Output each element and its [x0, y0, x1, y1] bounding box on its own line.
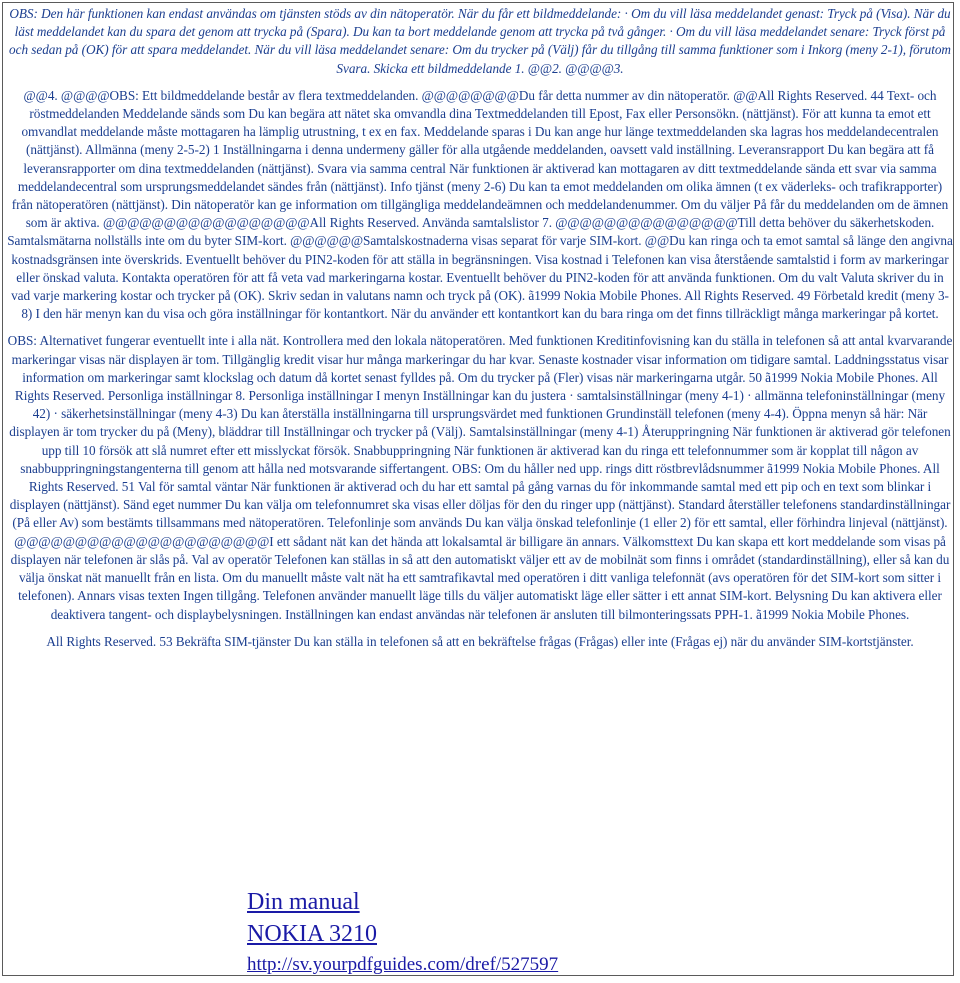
paragraph-sim-tjanster: All Rights Reserved. 53 Bekräfta SIM-tjänster Du kan ställa in telefonen så att en bekräftelse frågas (Frågas) eller inte (Frågas ej) när du använder SIM-kortstjänster. — [46, 633, 914, 649]
document-body — [6, 5, 954, 651]
document-page — [2, 2, 954, 976]
guide-url-link[interactable]: http://sv.yourpdfguides.com/dref/527597 — [247, 954, 559, 975]
paragraph-personliga-installningar: OBS: Alternativet fungerar eventuellt inte i alla nät. Kontrollera med den lokala nätoperatören. Med funktionen Kreditinfovisning kan du ställa in telefonen så att antal kvarvarande markeringar visas när displayen är tom. Tillgänglig kredit visar hur många markeringar du har kvar. Senaste kostnader visar information om tidigare samtal. Laddningsstatus visar information om markeringar samt klockslag och datum då kortet senast fylldes på. Om du trycker på (Fler) visas när markeringarna utgår. 50 ã1999 Nokia Mobile Phones. All Rights Reserved. Personliga inställningar 8. Personliga inställningar I menyn Inställningar kan du justera · samtalsinställningar (meny 4-1) · allmänna telefoninställningar (meny 42) · säkerhetsinställningar (meny 4-3) Du kan återställa inställningarna till ursprungsvärdet med funktionen Grundinställ telefonen (meny 4-4). Öppna menyn så här: När displayen är tom trycker du på (Meny), bläddrar till Inställningar och trycker på (Välj). Samtalsinställningar (meny 4-1) Återuppringning När funktionen är aktiverad gör telefonen upp till 10 försök att slå numret efter ett misslyckat försök. Snabbuppringning När funktionen är aktiverad kan du ringa ett telefonnummer som är kopplat till någon av snabbuppringningstangenterna till genom att hålla ned motsvarande siffertangent. OBS: Om du håller ned upp. rings ditt röstbrevlådsnummer ã1999 Nokia Mobile Phones. All Rights Reserved. 51 Val för samtal väntar När funktionen är aktiverad och du har ett samtal på gång varnas du för inkommande samtal med ett pip och en text som blinkar i displayen (nättjänst). Sänd eget nummer Du kan välja om telefonnumret ska visas eller döljas för den du ringer upp (nättjänst). Standard återställer telefonens standardinställningar (På eller Av) som bestämts tillsammans med nätoperatören. Telefonlinje som används Du kan välja önskad telefonlinje (1 eller 2) för ett samtal, eller förhindra linjeval (nättjänst). @@@@@@@@@@@@@@@@@@@@@I ett sådant nät kan det hända att lokalsamtal är billigare än annars. Välkomsttext Du kan skapa ett kort meddelande som visas på displayen när telefonen är slås på. Val av operatör Telefonen kan ställas in så att den automatiskt väljer ett av de mobilnät som finns i området (standardinställning), eller så kan du välja önskat nät manuellt från en lista. Om du manuellt måste valt nät ha ett samtrafikavtal med operatören i ditt vanliga telefonnät (avs operatören för det SIM-kort som sitter i telefonen). Annars visas texten Ingen tillgång. Telefonen använder manuellt läge tills du väljer automatiskt läge eller sätter i ett annat SIM-kort. Belysning Du kan aktivera eller deaktivera tangent- och displaybelysningen. Inställningen kan endast användas när telefonen är ansluten till bilmonteringssats PPH-1. ã1999 Nokia Mobile Phones. — [7, 333, 953, 622]
model-link[interactable]: NOKIA 3210 — [247, 921, 377, 947]
footer-links — [247, 886, 558, 978]
paragraph-meddelande-installningar: @@4. @@@@OBS: Ett bildmeddelande består av flera textmeddelanden. @@@@@@@@Du får detta nummer av din nätoperatör. @@All Rights Reserved. 44 Text- och röstmeddelanden Meddelande sänds som Du kan begära att nätet ska omvandla dina Textmeddelanden till Epost, Fax eller Personsökn. (nättjänst). För att kunna ta emot ett omvandlat meddelande måste mottagaren ha lämplig utrustning, t ex en fax. Meddelande sparas i Du kan ange hur länge textmeddelanden ska lagras hos meddelandecentralen (nättjänst). Allmänna (meny 2-5-2) 1 Inställningarna i denna undermeny gäller för alla utgående meddelanden, oavsett vald inställning. Leveransrapport Du kan begära att få leveransrapporter om dina textmeddelanden (nättjänst). Svara via samma central När funktionen är aktiverad kan mottagaren av ditt textmeddelande sända ett svar via samma meddelandecentral som ursprungsmeddelandet sändes från (nättjänst). Info tjänst (meny 2-6) Du kan ta emot meddelanden om olika ämnen (t ex väderleks- och trafikrapporter) från nätoperatören (nättjänst). Din nätoperatör kan ge information om tillgängliga meddelandeämnen och meddelandenummer. Om du väljer På får du meddelanden om de ämnen som är aktiva. @@@@@@@@@@@@@@@@@All Rights Reserved. Använda samtalslistor 7. @@@@@@@@@@@@@@@Till detta behöver du säkerhetskoden. Samtalsmätarna nollställs inte om du byter SIM-kort. @@@@@@Samtalskostnaderna visas separat för varje SIM-kort. @@Du kan ringa och ta emot samtal så länge den angivna kostnadsgränsen inte överskrids. Eventuellt behöver du PIN2-koden för att ställa in begränsningen. Visa kostnad i Telefonen kan visa återstående samtalstid i form av markeringar eller önskad valuta. Kontakta operatören för att få veta vad markeringarna kostar. Eventuellt behöver du PIN2-koden för att använda funktionen. Om du valt Valuta skriver du in vad varje markering kostar och trycker på (OK). Skriv sedan in valutans namn och tryck på (OK). ã1999 Nokia Mobile Phones. All Rights Reserved. 49 Förbetald kredit (meny 3-8) I den här menyn kan du visa och göra inställningar för kontantkort. När du använder ett kontantkort kan du bara ringa om det finns tillräckligt många markeringar på kortet. — [7, 87, 953, 322]
manual-link[interactable]: Din manual — [247, 889, 360, 915]
paragraph-bildmeddelande: OBS: Den här funktionen kan endast användas om tjänsten stöds av din nätoperatör. När du får ett bildmeddelande: · Om du vill läsa meddelandet genast: Tryck på (Visa). När du läst meddelandet kan du spara det genom att trycka på (Spara). Du kan ta bort meddelande genom att trycka på två gånger. · Om du vill läsa meddelandet senare: Tryck först på och sedan på (OK) för att spara meddelandet. När du vill läsa meddelandet senare: Om du trycker på (Välj) får du tillgång till samma funktioner som i Inkorg (meny 2-1), förutom Svara. Skicka ett bildmeddelande 1. @@2. @@@@3. — [9, 6, 951, 76]
